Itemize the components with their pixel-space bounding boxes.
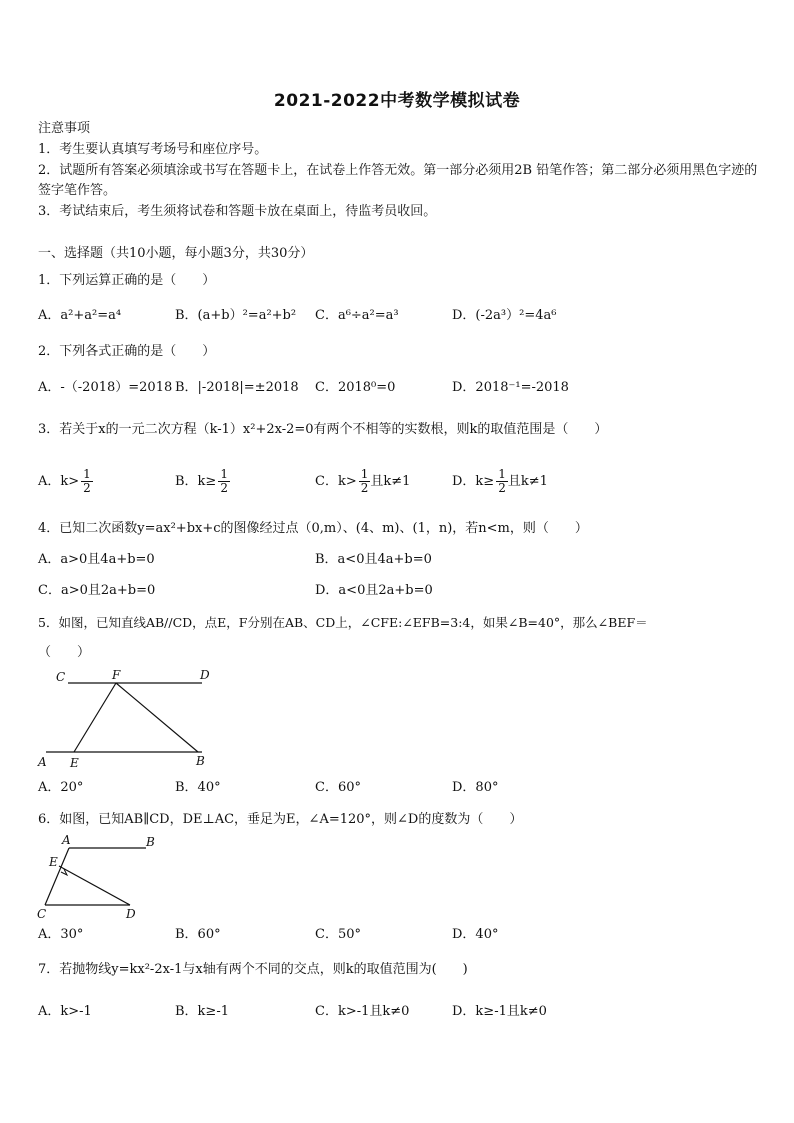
- q1-option-b: B．(a+b）²=a²+b²: [175, 308, 297, 323]
- label-e: E: [70, 756, 79, 770]
- notice-heading: 注意事项: [38, 121, 91, 136]
- label-c: C: [37, 907, 47, 921]
- segment-fe: [74, 683, 116, 752]
- label-c: C: [56, 670, 66, 684]
- q2-option-c: C．2018⁰=0: [315, 380, 396, 395]
- q4-option-c: C．a>0且2a+b=0: [38, 583, 156, 598]
- question-4-stem: 4．已知二次函数y=ax²+bx+c的图像经过点（0,m）、(4、m)、(1，n)，若n<m，则（ ）: [38, 521, 588, 536]
- notice-item-3: 3．考试结束后，考生须将试卷和答题卡放在桌面上，待监考员收回。: [38, 204, 437, 219]
- q7-option-c: C．k>-1且k≠0: [315, 1004, 410, 1019]
- q3-option-a-fraction: [81, 468, 93, 495]
- q6-option-b: B．60°: [175, 927, 221, 942]
- segment-fb: [116, 683, 198, 752]
- question-7-stem: 7．若抛物线y=kx²-2x-1与x轴有两个不同的交点，则k的取值范围为( ): [38, 962, 468, 977]
- q1-option-a: A．a²+a²=a⁴: [38, 308, 122, 323]
- q3-option-b-fraction: [218, 468, 230, 495]
- fraction-numerator: 1: [83, 467, 91, 481]
- fraction-numerator: 1: [498, 467, 506, 481]
- q2-option-b: B．|-2018|=±2018: [175, 380, 299, 395]
- q3-option-d-fraction: [496, 468, 508, 495]
- q4-option-d: D．a<0且2a+b=0: [315, 583, 433, 598]
- fraction-numerator: 1: [360, 467, 369, 481]
- q4-option-b: B．a<0且4a+b=0: [315, 552, 432, 567]
- label-b: B: [146, 835, 155, 849]
- q3-option-d: [452, 468, 548, 495]
- q3-option-d-label: D．k≥: [452, 474, 495, 489]
- q3-option-c-label: C．k>: [315, 474, 357, 489]
- question-1-stem: 1．下列运算正确的是（ ）: [38, 273, 216, 288]
- q3-option-d-suffix: 且k≠1: [507, 474, 548, 489]
- question-5-stem-cont: （ ）: [38, 645, 91, 660]
- page-title: 2021-2022中考数学模拟试卷: [273, 91, 521, 111]
- q6-option-d: D．40°: [452, 927, 499, 942]
- label-e: E: [49, 855, 58, 869]
- q5-option-b: B．40°: [175, 780, 221, 795]
- q3-option-c-suffix: 且k≠1: [370, 474, 411, 489]
- q5-figure: [36, 666, 216, 774]
- q5-option-d: D．80°: [452, 780, 499, 795]
- q6-option-a: A．30°: [38, 927, 84, 942]
- q7-option-d: D．k≥-1且k≠0: [452, 1004, 547, 1019]
- q5-option-c: C．60°: [315, 780, 361, 795]
- q7-option-a: A．k>-1: [38, 1004, 92, 1019]
- fraction-denominator: 2: [220, 481, 228, 495]
- q5-option-a: A．20°: [38, 780, 84, 795]
- segment-ed: [59, 866, 130, 905]
- q3-option-b-label: B．k≥: [175, 474, 217, 489]
- label-a: A: [62, 833, 71, 847]
- q3-option-b: [175, 468, 230, 495]
- question-3-stem: 3．若关于x的一元二次方程（k-1）x²+2x-2=0有两个不相等的实数根，则k的取值范围是（ ）: [38, 422, 608, 437]
- label-f: F: [112, 668, 121, 682]
- section-heading: 一、选择题（共10小题，每小题3分，共30分）: [38, 246, 314, 261]
- q4-option-a: A．a>0且4a+b=0: [38, 552, 155, 567]
- fraction-denominator: 2: [83, 481, 91, 495]
- fraction-denominator: 2: [498, 481, 506, 495]
- q2-option-d: D．2018⁻¹=-2018: [452, 380, 569, 395]
- q6-figure: [34, 832, 164, 924]
- question-5-stem: 5．如图，已知直线AB//CD，点E，F分别在AB、CD上，∠CFE:∠EFB=3:4，如果∠B=40°，那么∠BEF＝: [38, 615, 648, 630]
- notice-item-2: 2．试题所有答案必须填涂或书写在答题卡上，在试卷上作答无效。第一部分必须用2B 铅笔作答；第二部分必须用黑色字迹的签字笔作答。: [38, 163, 758, 198]
- label-b: B: [196, 754, 205, 768]
- q1-option-c: C．a⁶÷a²=a³: [315, 308, 399, 323]
- q3-option-c-fraction: [359, 468, 371, 495]
- label-a: A: [38, 755, 47, 769]
- fraction-denominator: 2: [360, 481, 369, 495]
- q7-option-b: B．k≥-1: [175, 1004, 229, 1019]
- question-2-stem: 2．下列各式正确的是（ ）: [38, 344, 216, 359]
- label-d: D: [200, 668, 210, 682]
- q6-option-c: C．50°: [315, 927, 361, 942]
- q3-option-a: [38, 468, 93, 495]
- q1-option-d: D．(-2a³）²=4a⁶: [452, 308, 557, 323]
- notice-item-1: 1．考生要认真填写考场号和座位序号。: [38, 142, 268, 157]
- q3-option-c: [315, 468, 410, 495]
- fraction-numerator: 1: [220, 467, 228, 481]
- label-d: D: [126, 907, 136, 921]
- q3-option-a-label: A．k>: [38, 474, 80, 489]
- q2-option-a: A．-（-2018）=2018: [38, 380, 173, 395]
- question-6-stem: 6．如图，已知AB∥CD，DE⊥AC，垂足为E，∠A=120°，则∠D的度数为（ ）: [38, 812, 523, 827]
